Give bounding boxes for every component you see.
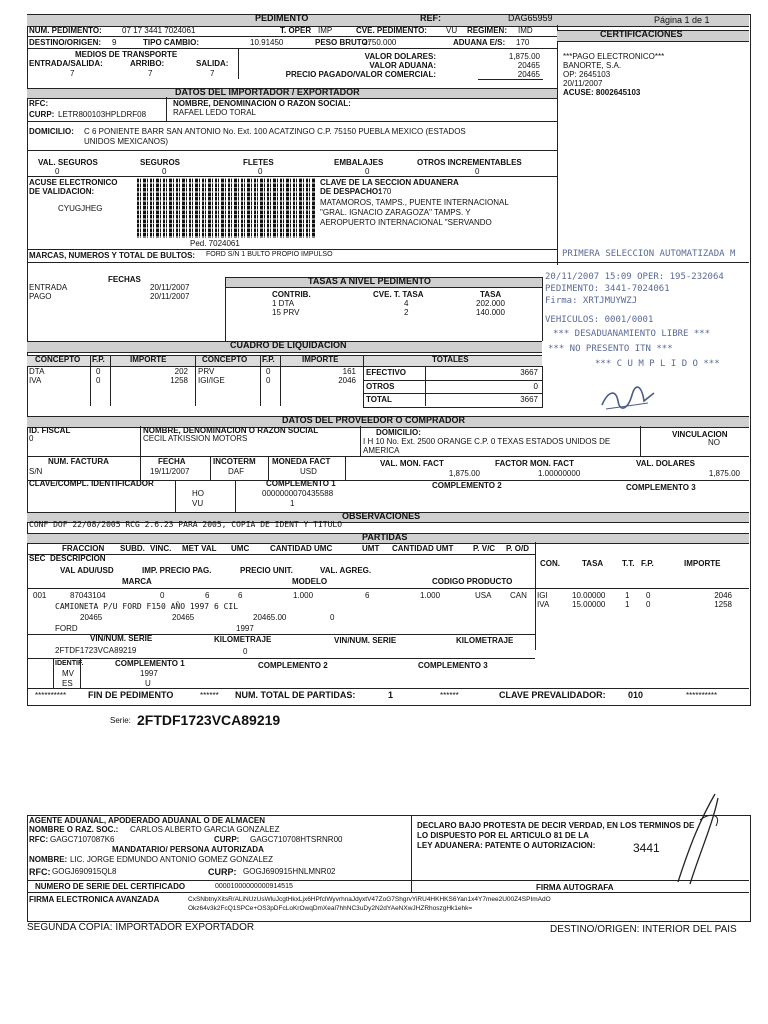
partida-subd: 0	[160, 591, 165, 600]
liq-importe-right: IMPORTE	[302, 355, 339, 364]
liq-right-2-fp: 0	[266, 376, 271, 385]
otros-value: 0	[475, 167, 480, 176]
agente-nombre-label: NOMBRE O RAZ. SOC.:	[29, 825, 119, 834]
h-val-adu: VAL ADU/USD	[60, 566, 114, 575]
h-pod: P. O/D	[506, 544, 529, 553]
fletes-label: FLETES	[243, 158, 274, 167]
contrib-2-con: IVA	[537, 600, 550, 609]
liq-concepto-left: CONCEPTO	[35, 355, 81, 364]
liq-right-1-importe: 161	[342, 367, 356, 376]
marcas-label: MARCAS, NUMEROS Y TOTAL DE BULTOS:	[29, 251, 196, 260]
incoterm-value: DAF	[228, 467, 244, 476]
firma-autografa-label: FIRMA AUTOGRAFA	[536, 883, 614, 892]
seguros-label: SEGUROS	[140, 158, 181, 167]
arribo-value: 7	[148, 69, 153, 78]
agente-rfc-label: RFC:	[29, 835, 49, 844]
valor-dolares-label: VALOR DOLARES:	[364, 52, 436, 61]
num-factura-label: NUM. FACTURA	[48, 457, 109, 466]
h-importe: IMPORTE	[684, 559, 721, 568]
fin-stars-3: ******	[440, 691, 459, 700]
seccion-line-3: AEROPUERTO INTERNACIONAL "SERVANDO	[320, 218, 492, 227]
liquidacion-title: CUADRO DE LIQUIDACION	[230, 340, 347, 350]
proveedor-domicilio-1: I H 10 No. Ext. 2500 ORANGE C.P. 0 TEXAS ESTADOS UNIDOS DE	[363, 437, 611, 446]
precio-pagado-value: 20465	[517, 70, 540, 79]
complemento-1-label: COMPLEMENTO 1	[266, 479, 336, 488]
clave-compl-label: CLAVE/COMPL. IDENTIFICADOR	[29, 479, 154, 488]
fecha-pago-value: 20/11/2007	[150, 292, 190, 301]
num-factura-value: S/N	[29, 467, 43, 476]
seccion-line-1: MATAMOROS, TAMPS., PUENTE INTERNACIONAL	[320, 198, 509, 207]
declaro-line-2: LO DISPUESTO POR EL ARTICULO 81 DE LA	[417, 831, 589, 840]
stamp-line-6: *** DESADUANAMIENTO LIBRE ***	[553, 329, 711, 339]
val-seguros-value: 0	[55, 167, 60, 176]
importador-nombre-value: RAFAEL LEDO TORAL	[173, 108, 256, 117]
salida-value: 7	[210, 69, 215, 78]
stamp-line-4: Firma: XRTJMUYWZJ	[545, 296, 638, 306]
efectivo-label: EFECTIVO	[366, 368, 407, 377]
h-cant-umt: CANTIDAD UMT	[392, 544, 454, 553]
otros-incrementables-label: OTROS INCREMENTABLES	[417, 158, 522, 167]
val-dolares-value: 1,875.00	[708, 469, 740, 478]
factor-mon-label: FACTOR MON. FACT	[495, 459, 574, 468]
num-total-partidas-label: NUM. TOTAL DE PARTIDAS:	[235, 690, 356, 700]
mandatario-nombre-value: LIC. JORGE EDMUNDO ANTONIO GOMEZ GONZALEZ	[70, 855, 273, 864]
clave-prevalidador-label: CLAVE PREVALIDADOR:	[499, 690, 606, 700]
clave-vu: VU	[192, 499, 204, 508]
firma-electronica-2: Okz64v3k2FcQ1SPCe+OS3pDFcLoKrOwqDmXeal7hhNC3uDy2N2dYAeNXwJHZRhoszgHk1ehk=	[188, 905, 473, 912]
fecha-pago-label: PAGO	[29, 292, 52, 301]
valor-aduana-value: 20465	[517, 61, 540, 70]
num-total-partidas-value: 1	[388, 690, 394, 700]
aduana-label: ADUANA E/S:	[453, 38, 506, 47]
agent-signature	[660, 790, 730, 890]
agente-nombre-value: CARLOS ALBERTO GARCIA GONZALEZ	[130, 825, 280, 834]
certificaciones-title: CERTIFICACIONES	[600, 29, 683, 39]
page-number: Página 1 de 1	[654, 15, 710, 25]
stamp-line-2: 20/11/2007 15:09 OPER: 195-232064	[545, 272, 724, 282]
identif-1: MV	[62, 669, 74, 678]
embalajes-label: EMBALAJES	[334, 158, 384, 167]
stamp-signature	[598, 383, 658, 413]
toper-label: T. OPER	[280, 26, 312, 35]
contrib-2-fp: 0	[646, 600, 651, 609]
stamp-line-5: VEHICULOS: 0001/0001	[545, 315, 654, 325]
mandatario-rfc-label: RFC:	[29, 867, 51, 877]
patente-value: 3441	[633, 841, 660, 855]
acuse-label-2: DE VALIDACION:	[29, 187, 95, 196]
total-label: TOTAL	[366, 395, 392, 404]
footer-left: SEGUNDA COPIA: IMPORTADOR EXPORTADOR	[27, 922, 255, 933]
partida-imp-precio: 20465	[172, 613, 195, 622]
footer-right: DESTINO/ORIGEN: INTERIOR DEL PAIS	[550, 924, 737, 935]
domicilio-value-1: C 6 PONIENTE BARR SAN ANTONIO No. Ext. 100 ACATZINGO C.P. 75150 PUEBLA MEXICO (ESTADOS	[84, 127, 466, 136]
partida-met: 6	[238, 591, 243, 600]
liq-right-2-concepto: IGI/IGE	[198, 376, 225, 385]
partida-marca: FORD	[55, 624, 78, 633]
seguros-value: 0	[162, 167, 167, 176]
proveedor-title: DATOS DEL PROVEEDOR O COMPRADOR	[282, 415, 466, 425]
page-title: PEDIMENTO	[255, 13, 309, 23]
partida-descripcion: CAMIONETA P/U FORD F150 AÑO 1997 6 CIL	[55, 602, 239, 611]
liq-right-2-importe: 2046	[338, 376, 356, 385]
num-pedimento-label: NUM. PEDIMENTO:	[29, 26, 102, 35]
importador-title: DATOS DEL IMPORTADOR / EXPORTADOR	[175, 87, 360, 97]
cve-pedimento-value: VU	[446, 26, 458, 35]
otros-liq-value: 0	[533, 382, 538, 391]
clave-seccion-label-2: DE DESPACHO:	[320, 187, 381, 196]
contrib-2-tt: 1	[625, 600, 630, 609]
factura-fecha-label: FECHA	[158, 457, 186, 466]
identif-comp3-label: COMPLEMENTO 3	[418, 661, 488, 670]
stamp-line-8: *** C U M P L I D O ***	[595, 359, 720, 369]
fin-stars-4: **********	[686, 691, 718, 700]
vin-label-2: VIN/NUM. SERIE	[334, 636, 397, 645]
clave-seccion-label-1: CLAVE DE LA SECCION ADUANERA	[320, 178, 459, 187]
h-met-val: MET VAL	[182, 544, 217, 553]
num-pedimento-value: 07 17 3441 7024061	[122, 26, 196, 35]
serie-label: Serie:	[110, 716, 131, 725]
liq-right-1-concepto: PRV	[198, 367, 215, 376]
h-vinc: VINC.	[150, 544, 172, 553]
h-codigo-producto: CODIGO PRODUCTO	[432, 577, 513, 586]
h-descripcion: DESCRIPCION	[50, 554, 106, 563]
h-umc: UMC	[231, 544, 250, 553]
tasa-label: TASA	[480, 290, 502, 299]
destino-value: 9	[112, 38, 117, 47]
contrib-1-importe: 2046	[714, 591, 732, 600]
complemento-1-value-2: 1	[290, 499, 295, 508]
identif-label: IDENTIF.	[55, 660, 84, 667]
h-pvc: P. V/C	[473, 544, 496, 553]
h-cant-umc: CANTIDAD UMC	[270, 544, 333, 553]
liq-left-2-concepto: IVA	[29, 376, 42, 385]
liq-left-2-fp: 0	[96, 376, 101, 385]
h-precio-unit: PRECIO UNIT.	[240, 566, 293, 575]
h-val-agreg: VAL. AGREG.	[320, 566, 372, 575]
importador-nombre-label: NOMBRE, DENOMINACION O RAZON SOCIAL:	[173, 99, 351, 108]
marcas-value: FORD S/N 1 BULTO PROPIO IMPULSO	[206, 251, 333, 258]
cert-line2: BANORTE, S.A.	[563, 61, 622, 70]
ped-barcode-label: Ped. 7024061	[190, 239, 240, 248]
num-serie-cert-value: 00001000000000914515	[215, 883, 293, 890]
serie-value: 2FTDF1723VCA89219	[137, 712, 281, 728]
liq-concepto-right: CONCEPTO	[202, 355, 248, 364]
contrib-1-fp: 0	[646, 591, 651, 600]
destino-label: DESTINO/ORIGEN:	[29, 38, 102, 47]
km-value: 0	[243, 647, 248, 656]
h-fraccion: FRACCION	[62, 544, 105, 553]
salida-label: SALIDA:	[196, 59, 229, 68]
agente-title: AGENTE ADUANAL, APODERADO ADUANAL O DE ALMACEN	[29, 816, 265, 825]
mandatario-rfc-value: GOGJ690915QL8	[52, 867, 117, 876]
liq-left-1-concepto: DTA	[29, 367, 45, 376]
cert-line4: 20/11/2007	[563, 79, 603, 88]
tasa-row-1-tasa: 202.000	[476, 299, 505, 308]
regimen-value: IMD	[518, 26, 533, 35]
firma-electronica-label: FIRMA ELECTRONICA AVANZADA	[29, 895, 160, 904]
tipo-cambio-value: 10.91450	[250, 38, 284, 47]
declaro-line-3: LEY ADUANERA: PATENTE O AUTORIZACION:	[417, 841, 596, 850]
contrib-1-tasa: 10.00000	[572, 591, 606, 600]
contrib-1-con: IGI	[537, 591, 548, 600]
domicilio-label: DOMICILIO:	[29, 127, 74, 136]
factor-mon-value: 1.00000000	[538, 469, 581, 478]
val-mon-fact-value: 1,875.00	[448, 469, 480, 478]
fin-stars-2: ******	[200, 691, 219, 700]
vin-label: VIN/NUM. SERIE	[90, 634, 153, 643]
curp-value: LETR800103HPLDRF08	[58, 110, 147, 119]
barcode-overlay	[137, 178, 315, 238]
val-dolares-label: VAL. DOLARES	[636, 459, 695, 468]
mandatario-curp-value: GOGJ690915HNLMNR02	[243, 867, 336, 876]
moneda-label: MONEDA FACT	[272, 457, 331, 466]
firma-electronica-1: CxSNbtnyXitsR/ALiNUzUsWluJcgtHkxLjx6HPfclWyvrhnaJdyxtV47ZoG7ShgrvYiRU4HKHKS6Yan1x4Y7mee2U00Z4SPImAdO	[188, 896, 551, 903]
liq-left-2-importe: 1258	[170, 376, 188, 385]
agente-rfc-value: GAGC7107087K6	[50, 835, 115, 844]
efectivo-value: 3667	[520, 368, 538, 377]
complemento-1-value-1: 0000000070435588	[262, 489, 334, 498]
liq-totales: TOTALES	[432, 355, 469, 364]
tasa-row-1-cve: 4	[404, 299, 409, 308]
vinculacion-label: VINCULACION	[672, 430, 728, 439]
valor-aduana-label: VALOR ADUANA:	[369, 61, 436, 70]
liq-left-1-fp: 0	[96, 367, 101, 376]
contrib-2-importe: 1258	[714, 600, 732, 609]
tipo-cambio-label: TIPO CAMBIO:	[143, 38, 199, 47]
h-tasa: TASA	[582, 559, 604, 568]
id-fiscal-value: 0	[29, 434, 34, 443]
contrib-label: CONTRIB.	[272, 290, 311, 299]
stamp-line-7: *** NO PRESENTO ITN ***	[548, 344, 673, 354]
ref-value: DAG65959	[508, 13, 553, 23]
agente-curp-value: GAGC710708HTSRNR00	[250, 835, 343, 844]
mandatario-title: MANDATARIO/ PERSONA AUTORIZADA	[112, 845, 264, 854]
km-label-2: KILOMETRAJE	[456, 636, 514, 645]
peso-bruto-label: PESO BRUTO:	[315, 38, 371, 47]
cert-line3: OP: 2645103	[563, 70, 611, 79]
stamp-line-3: PEDIMENTO: 3441-7024061	[545, 284, 670, 294]
observaciones-value: CONF DOF 22/08/2005 RCG 2.6.23 PARA 2005, COPIA DE IDENT Y TITULO	[29, 520, 343, 529]
liq-right-1-fp: 0	[266, 367, 271, 376]
cert-line1: ***PAGO ELECTRONICO***	[563, 52, 665, 61]
identif-comp2-label: COMPLEMENTO 2	[258, 661, 328, 670]
val-seguros-label: VAL. SEGUROS	[38, 158, 98, 167]
transporte-title: MEDIOS DE TRANSPORTE	[75, 50, 178, 59]
agente-curp-label: CURP:	[214, 835, 240, 844]
partida-modelo: 1997	[236, 624, 254, 633]
partida-umt: 6	[365, 591, 370, 600]
identif-2: ES	[62, 679, 73, 688]
fecha-entrada-label: ENTRADA	[29, 283, 68, 292]
partida-val-adu: 20465	[80, 613, 103, 622]
mandatario-curp-label: CURP:	[208, 867, 237, 877]
num-serie-cert-label: NUMERO DE SERIE DEL CERTIFICADO	[35, 882, 186, 891]
proveedor-nombre-label: NOMBRE, DENOMINACION O RAZON SOCIAL	[143, 426, 319, 435]
acuse-value: CYUGJHEG	[58, 204, 103, 213]
complemento-3-label: COMPLEMENTO 3	[626, 483, 696, 492]
id-fiscal-label: ID. FISCAL	[29, 426, 71, 435]
vinculacion-value: NO	[708, 438, 720, 447]
fecha-entrada-value: 20/11/2007	[150, 283, 190, 292]
incoterm-label: INCOTERM	[213, 457, 256, 466]
identif-1-comp: 1997	[140, 669, 158, 678]
toper-value: IMP	[318, 26, 333, 35]
fletes-value: 0	[258, 167, 263, 176]
partida-pvc: USA	[475, 591, 492, 600]
h-umt: UMT	[362, 544, 380, 553]
tasa-row-2-cve: 2	[404, 308, 409, 317]
tasas-title: TASAS A NIVEL PEDIMENTO	[308, 276, 431, 286]
partida-cant-umt: 1.000	[420, 591, 441, 600]
arribo-label: ARRIBO:	[130, 59, 165, 68]
fechas-title: FECHAS	[108, 275, 141, 284]
entrada-salida-label: ENTRADA/SALIDA:	[29, 59, 103, 68]
liq-fp-left: F.P.	[92, 355, 105, 364]
entrada-value: 7	[70, 69, 75, 78]
stamp-line-1: PRIMERA SELECCION AUTOMATIZADA M	[562, 249, 736, 259]
h-sec: SEC	[29, 554, 46, 563]
embalajes-value: 0	[365, 167, 370, 176]
domicilio-value-2: UNIDOS MEXICANOS)	[84, 137, 169, 146]
contrib-1-tt: 1	[625, 591, 630, 600]
clave-ho: HO	[192, 489, 204, 498]
partida-val-agreg: 0	[330, 613, 335, 622]
val-mon-fact-label: VAL. MON. FACT	[380, 459, 444, 468]
liq-left-1-importe: 202	[174, 367, 188, 376]
ref-label: REF:	[420, 13, 441, 23]
rfc-label: RFC:	[29, 99, 49, 108]
valor-dolares-value: 1,875.00	[508, 52, 540, 61]
h-subd: SUBD.	[120, 544, 145, 553]
cve-pedimento-label: CVE. PEDIMENTO:	[356, 26, 427, 35]
declaro-line-1: DECLARO BAJO PROTESTA DE DECIR VERDAD, EN LOS TERMINOS DE	[417, 821, 695, 830]
h-modelo: MODELO	[292, 577, 328, 586]
proveedor-domicilio-label: DOMICILIO:	[376, 428, 421, 437]
proveedor-nombre-value: CECIL ATKISSION MOTORS	[143, 434, 248, 443]
cve-tasa-label: CVE. T. TASA	[373, 290, 424, 299]
liq-importe-left: IMPORTE	[130, 355, 167, 364]
km-label: KILOMETRAJE	[214, 635, 272, 644]
h-tt: T.T.	[622, 559, 635, 568]
cert-line5: ACUSE: 8002645103	[563, 88, 641, 97]
precio-pagado-label: PRECIO PAGADO/VALOR COMERCIAL:	[285, 70, 436, 79]
complemento-2-label: COMPLEMENTO 2	[432, 481, 502, 490]
fin-stars-1: **********	[35, 691, 67, 700]
contrib-2-tasa: 15.00000	[572, 600, 606, 609]
partidas-title: PARTIDAS	[362, 532, 408, 542]
vin-value: 2FTDF1723VCA89219	[55, 646, 137, 655]
curp-label: CURP:	[29, 110, 55, 119]
h-con: CON.	[540, 559, 560, 568]
partida-sec: 001	[33, 591, 47, 600]
clave-prevalidador-value: 010	[628, 690, 644, 700]
partida-fraccion: 87043104	[70, 591, 106, 600]
h-fp: F.P.	[641, 559, 654, 568]
seccion-line-2: "GRAL. IGNACIO ZARAGOZA" TAMPS. Y	[320, 208, 471, 217]
mandatario-nombre-label: NOMBRE:	[29, 855, 68, 864]
partida-cant-umc: 1.000	[293, 591, 314, 600]
aduana-value: 170	[516, 38, 530, 47]
factura-fecha-value: 19/11/2007	[150, 467, 190, 476]
otros-liq-label: OTROS	[366, 382, 395, 391]
moneda-value: USD	[300, 467, 317, 476]
fin-pedimento-label: FIN DE PEDIMENTO	[88, 690, 174, 700]
partida-precio-unit: 20465.00	[253, 613, 287, 622]
liq-fp-right: F.P.	[262, 355, 275, 364]
acuse-label-1: ACUSE ELECTRONICO	[29, 178, 118, 187]
tasa-row-2-tasa: 140.000	[476, 308, 505, 317]
partida-pod: CAN	[510, 591, 527, 600]
peso-bruto-value: 2750.000	[363, 38, 397, 47]
partida-vinc: 6	[205, 591, 210, 600]
h-marca: MARCA	[122, 577, 152, 586]
clave-seccion-value: 170	[378, 187, 392, 196]
identif-2-comp: U	[145, 679, 151, 688]
identif-comp1-label: COMPLEMENTO 1	[115, 659, 185, 668]
proveedor-domicilio-2: AMERICA	[363, 446, 400, 455]
h-imp-precio: IMP. PRECIO PAG.	[142, 566, 212, 575]
tasa-row-1-contrib: 1 DTA	[272, 299, 295, 308]
regimen-label: REGIMEN:	[467, 26, 507, 35]
observaciones-title: OBSERVACIONES	[342, 511, 421, 521]
total-value: 3667	[520, 395, 538, 404]
tasa-row-2-contrib: 15 PRV	[272, 308, 300, 317]
